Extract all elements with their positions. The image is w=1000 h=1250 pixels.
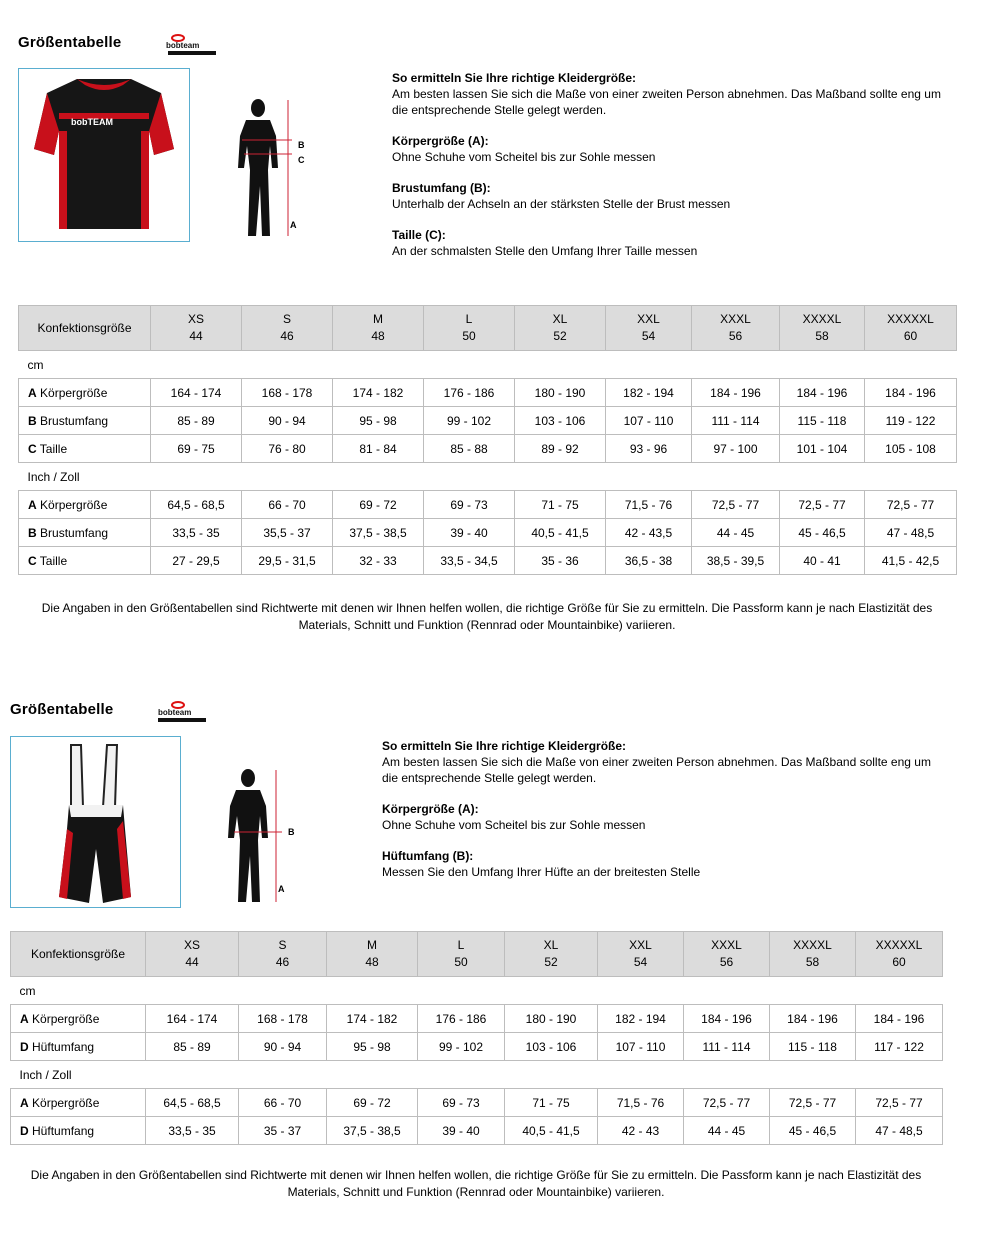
measure-label [19, 435, 151, 463]
jersey-photo [18, 68, 190, 242]
size-value-cell: 85 - 89 [151, 407, 242, 435]
size-value-cell: 29,5 - 31,5 [242, 547, 333, 575]
measure-label [11, 1005, 146, 1033]
measure-letter: C [28, 441, 37, 456]
size-header: XS 44 [151, 306, 242, 351]
size-value-cell: 72,5 - 77 [856, 1089, 943, 1117]
measure-label [19, 491, 151, 519]
size-value-cell: 168 - 178 [239, 1005, 327, 1033]
svg-text:bobTEAM: bobTEAM [71, 117, 113, 127]
table-row [19, 435, 957, 463]
size-value-cell: 66 - 70 [239, 1089, 327, 1117]
size-value-cell: 117 - 122 [856, 1033, 943, 1061]
size-value-cell: 35,5 - 37 [242, 519, 333, 547]
size-value-cell: 99 - 102 [418, 1033, 505, 1061]
size-value-cell: 42 - 43 [598, 1117, 684, 1145]
size-table [10, 931, 943, 1145]
table-row [19, 491, 957, 519]
size-value-cell: 180 - 190 [505, 1005, 598, 1033]
size-header: S 46 [242, 306, 333, 351]
header-label: Konfektionsgröße [11, 932, 146, 977]
instruction-heading: So ermitteln Sie Ihre richtige Kleidergröße: [392, 71, 637, 85]
table-row [19, 407, 957, 435]
unit-band-row [11, 977, 943, 1005]
section-title: Größentabelle [18, 34, 122, 51]
measure-name: Hüftumfang [32, 1039, 95, 1054]
size-value-cell: 168 - 178 [242, 379, 333, 407]
brand-logo [164, 33, 220, 57]
size-header: XXXXL 58 [780, 306, 865, 351]
size-value-cell: 176 - 186 [424, 379, 515, 407]
svg-text:bobteam: bobteam [158, 708, 192, 717]
instruction-heading: So ermitteln Sie Ihre richtige Kleidergröße: [382, 739, 627, 753]
instruction-text: Ohne Schuhe vom Scheitel bis zur Sohle messen [382, 818, 646, 832]
size-header: XXXL 56 [684, 932, 770, 977]
instruction-text: Messen Sie den Umfang Ihrer Hüfte an der breitesten Stelle [382, 865, 701, 879]
measure-name: Hüftumfang [32, 1123, 95, 1138]
measure-letter: B [28, 413, 37, 428]
size-value-cell: 71 - 75 [505, 1089, 598, 1117]
size-value-cell: 103 - 106 [505, 1033, 598, 1061]
unit-label: cm [19, 351, 957, 379]
size-value-cell: 101 - 104 [780, 435, 865, 463]
unit-label: Inch / Zoll [19, 463, 957, 491]
measure-name: Körpergröße [32, 1011, 100, 1026]
section-title: Größentabelle [10, 701, 114, 718]
size-value-cell: 182 - 194 [598, 1005, 684, 1033]
measure-name: Körpergröße [40, 497, 108, 512]
measure-label [11, 1033, 146, 1061]
svg-text:A: A [290, 220, 297, 230]
svg-text:B: B [298, 140, 305, 150]
size-value-cell: 33,5 - 34,5 [424, 547, 515, 575]
size-value-cell: 164 - 174 [146, 1005, 239, 1033]
disclaimer-note: Die Angaben in den Größentabellen sind Richtwerte mit denen wir Ihnen helfen wollen, die richtige Größe für Sie zu ermitteln. Die Passform kann je nach Elastizität des Materials, Schnitt und Funktion (Rennrad oder Mountainbike) variieren. [41, 601, 933, 632]
size-value-cell: 39 - 40 [424, 519, 515, 547]
size-value-cell: 64,5 - 68,5 [151, 491, 242, 519]
size-value-cell: 93 - 96 [606, 435, 692, 463]
measure-name: Taille [39, 553, 68, 568]
size-value-cell: 105 - 108 [865, 435, 957, 463]
instruction-heading: Körpergröße (A): [382, 802, 479, 816]
size-value-cell: 95 - 98 [327, 1033, 418, 1061]
size-header: XL 52 [505, 932, 598, 977]
size-value-cell: 72,5 - 77 [770, 1089, 856, 1117]
size-value-cell: 119 - 122 [865, 407, 957, 435]
measure-letter: A [20, 1011, 29, 1026]
size-header: L 50 [424, 306, 515, 351]
size-value-cell: 71,5 - 76 [606, 491, 692, 519]
disclaimer-note: Die Angaben in den Größentabellen sind Richtwerte mit denen wir Ihnen helfen wollen, die richtige Größe für Sie zu ermitteln. Die Passform kann je nach Elastizität des Materials, Schnitt und Funktion (Rennrad oder Mountainbike) variieren. [30, 1168, 922, 1199]
size-header: XXXL 56 [692, 306, 780, 351]
size-value-cell: 69 - 75 [151, 435, 242, 463]
size-value-cell: 40 - 41 [780, 547, 865, 575]
size-value-cell: 42 - 43,5 [606, 519, 692, 547]
unit-band-row [11, 1061, 943, 1089]
size-value-cell: 35 - 36 [515, 547, 606, 575]
size-value-cell: 176 - 186 [418, 1005, 505, 1033]
size-value-cell: 115 - 118 [770, 1033, 856, 1061]
size-value-cell: 184 - 196 [856, 1005, 943, 1033]
size-value-cell: 81 - 84 [333, 435, 424, 463]
bibshorts-icon [11, 737, 180, 907]
instruction-text: Ohne Schuhe vom Scheitel bis zur Sohle messen [392, 150, 656, 164]
size-header: XS 44 [146, 932, 239, 977]
header-label: Konfektionsgröße [19, 306, 151, 351]
size-value-cell: 38,5 - 39,5 [692, 547, 780, 575]
measure-name: Körpergröße [32, 1095, 100, 1110]
size-value-cell: 44 - 45 [692, 519, 780, 547]
table-row [11, 1005, 943, 1033]
unit-label: cm [11, 977, 943, 1005]
size-value-cell: 164 - 174 [151, 379, 242, 407]
size-value-cell: 72,5 - 77 [684, 1089, 770, 1117]
measure-label [19, 379, 151, 407]
size-header: M 48 [327, 932, 418, 977]
size-header: L 50 [418, 932, 505, 977]
table-row [19, 547, 957, 575]
size-value-cell: 72,5 - 77 [692, 491, 780, 519]
unit-band-row [19, 463, 957, 491]
measuring-instructions [382, 738, 942, 895]
instruction-text: Am besten lassen Sie sich die Maße von einer zweiten Person abnehmen. Das Maßband sollte eng um die entsprechende Stelle gelegt werden. [382, 755, 931, 785]
measure-letter: D [20, 1039, 29, 1054]
size-value-cell: 174 - 182 [333, 379, 424, 407]
size-value-cell: 184 - 196 [865, 379, 957, 407]
size-value-cell: 95 - 98 [333, 407, 424, 435]
table-row [19, 379, 957, 407]
size-value-cell: 72,5 - 77 [780, 491, 865, 519]
table-row [11, 1089, 943, 1117]
size-value-cell: 47 - 48,5 [856, 1117, 943, 1145]
size-value-cell: 111 - 114 [684, 1033, 770, 1061]
size-header: XXL 54 [606, 306, 692, 351]
size-value-cell: 40,5 - 41,5 [515, 519, 606, 547]
size-value-cell: 72,5 - 77 [865, 491, 957, 519]
size-value-cell: 99 - 102 [424, 407, 515, 435]
size-value-cell: 184 - 196 [780, 379, 865, 407]
size-value-cell: 69 - 72 [333, 491, 424, 519]
measure-label [11, 1089, 146, 1117]
measure-letter: B [28, 525, 37, 540]
measure-name: Brustumfang [40, 525, 109, 540]
size-value-cell: 107 - 110 [606, 407, 692, 435]
size-value-cell: 44 - 45 [684, 1117, 770, 1145]
size-value-cell: 107 - 110 [598, 1033, 684, 1061]
size-value-cell: 40,5 - 41,5 [505, 1117, 598, 1145]
size-value-cell: 69 - 72 [327, 1089, 418, 1117]
svg-text:A: A [278, 884, 285, 894]
table-row [11, 1117, 943, 1145]
size-value-cell: 47 - 48,5 [865, 519, 957, 547]
size-value-cell: 36,5 - 38 [606, 547, 692, 575]
unit-label: Inch / Zoll [11, 1061, 943, 1089]
size-value-cell: 41,5 - 42,5 [865, 547, 957, 575]
size-header: XXXXL 58 [770, 932, 856, 977]
svg-text:bobteam: bobteam [166, 41, 200, 50]
size-value-cell: 39 - 40 [418, 1117, 505, 1145]
size-value-cell: 184 - 196 [692, 379, 780, 407]
size-value-cell: 66 - 70 [242, 491, 333, 519]
instruction-text: An der schmalsten Stelle den Umfang Ihrer Taille messen [392, 244, 698, 258]
size-value-cell: 32 - 33 [333, 547, 424, 575]
table-row [11, 1033, 943, 1061]
size-header: XXXXXL 60 [865, 306, 957, 351]
size-value-cell: 64,5 - 68,5 [146, 1089, 239, 1117]
table-header-row [19, 306, 957, 351]
unit-band-row [19, 351, 957, 379]
table-row [19, 519, 957, 547]
size-value-cell: 90 - 94 [242, 407, 333, 435]
brand-logo [154, 700, 210, 724]
size-value-cell: 115 - 118 [780, 407, 865, 435]
instruction-text: Am besten lassen Sie sich die Maße von einer zweiten Person abnehmen. Das Maßband sollte eng um die entsprechende Stelle gelegt werden. [392, 87, 941, 117]
size-value-cell: 180 - 190 [515, 379, 606, 407]
size-value-cell: 45 - 46,5 [770, 1117, 856, 1145]
size-value-cell: 76 - 80 [242, 435, 333, 463]
size-value-cell: 97 - 100 [692, 435, 780, 463]
size-value-cell: 111 - 114 [692, 407, 780, 435]
measure-letter: A [20, 1095, 29, 1110]
jersey-icon [19, 69, 189, 241]
size-value-cell: 45 - 46,5 [780, 519, 865, 547]
instruction-text: Unterhalb der Achseln an der stärksten Stelle der Brust messen [392, 197, 731, 211]
instruction-heading: Körpergröße (A): [392, 134, 489, 148]
size-value-cell: 90 - 94 [239, 1033, 327, 1061]
measure-letter: A [28, 385, 37, 400]
instruction-heading: Hüftumfang (B): [382, 849, 474, 863]
size-header: XL 52 [515, 306, 606, 351]
measure-label [19, 519, 151, 547]
size-header: M 48 [333, 306, 424, 351]
size-value-cell: 85 - 89 [146, 1033, 239, 1061]
size-header: S 46 [239, 932, 327, 977]
size-value-cell: 103 - 106 [515, 407, 606, 435]
size-value-cell: 85 - 88 [424, 435, 515, 463]
size-header: XXXXXL 60 [856, 932, 943, 977]
size-value-cell: 35 - 37 [239, 1117, 327, 1145]
size-value-cell: 37,5 - 38,5 [327, 1117, 418, 1145]
svg-text:B: B [288, 827, 295, 837]
measure-label [11, 1117, 146, 1145]
size-value-cell: 174 - 182 [327, 1005, 418, 1033]
instruction-heading: Taille (C): [392, 228, 446, 242]
size-table [18, 305, 957, 575]
size-value-cell: 37,5 - 38,5 [333, 519, 424, 547]
instruction-heading: Brustumfang (B): [392, 181, 491, 195]
measure-name: Taille [39, 441, 68, 456]
table-header-row [11, 932, 943, 977]
svg-text:C: C [298, 155, 305, 165]
measure-name: Körpergröße [40, 385, 108, 400]
size-value-cell: 71,5 - 76 [598, 1089, 684, 1117]
size-value-cell: 184 - 196 [770, 1005, 856, 1033]
size-value-cell: 69 - 73 [418, 1089, 505, 1117]
body-figure-icon [220, 766, 300, 908]
measure-label [19, 407, 151, 435]
size-value-cell: 33,5 - 35 [151, 519, 242, 547]
body-figure-icon [230, 96, 310, 244]
size-value-cell: 89 - 92 [515, 435, 606, 463]
size-value-cell: 27 - 29,5 [151, 547, 242, 575]
measure-letter: C [28, 553, 37, 568]
measure-letter: D [20, 1123, 29, 1138]
measure-label [19, 547, 151, 575]
size-value-cell: 33,5 - 35 [146, 1117, 239, 1145]
size-value-cell: 182 - 194 [606, 379, 692, 407]
size-header: XXL 54 [598, 932, 684, 977]
measure-letter: A [28, 497, 37, 512]
size-value-cell: 71 - 75 [515, 491, 606, 519]
measure-name: Brustumfang [40, 413, 109, 428]
bibshorts-photo [10, 736, 181, 908]
measuring-instructions [392, 70, 952, 274]
size-value-cell: 69 - 73 [424, 491, 515, 519]
size-value-cell: 184 - 196 [684, 1005, 770, 1033]
